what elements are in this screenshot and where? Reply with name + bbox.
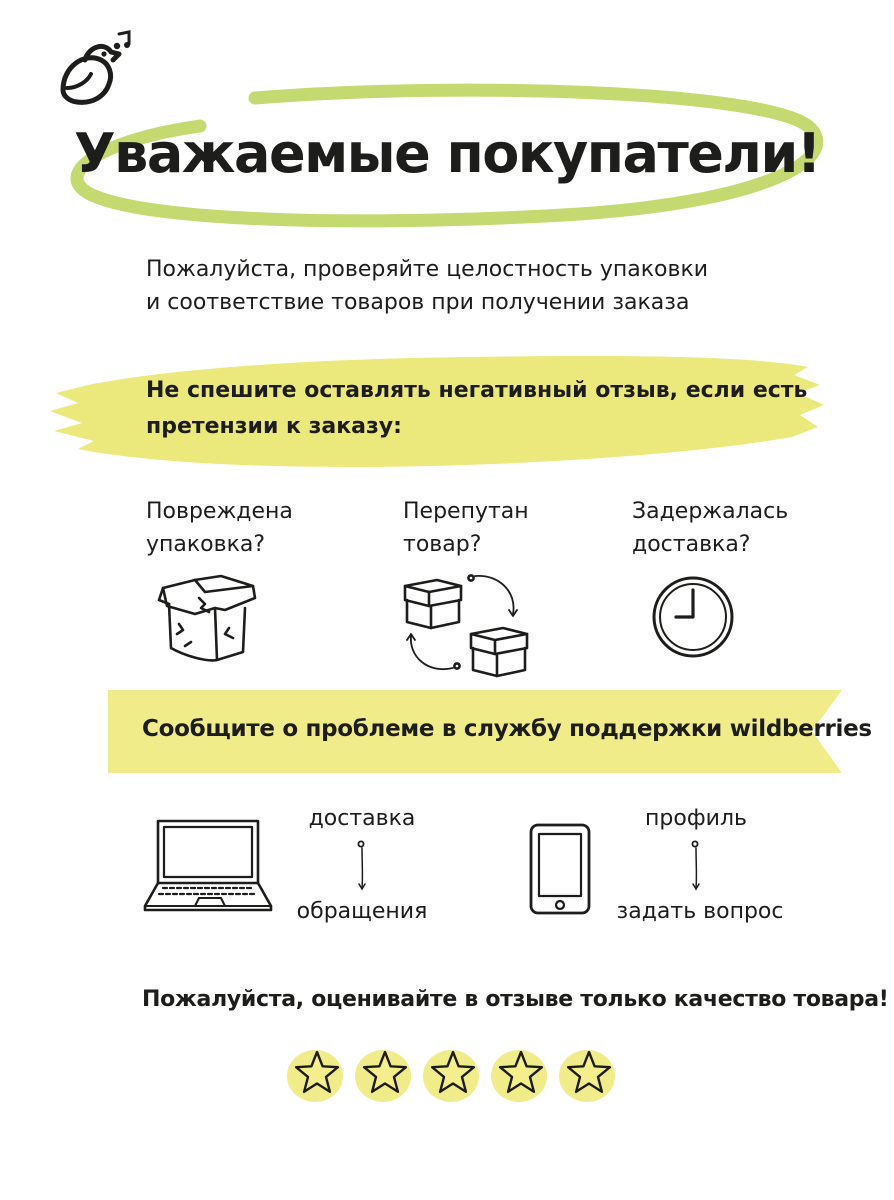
intro-line: Пожалуйста, проверяйте целостность упаковки [146,257,709,282]
swapped-boxes-icon [395,570,535,685]
laptop-step-requests: обращения [296,899,428,924]
page-title: Уважаемые покупатели! [74,122,820,185]
laptop-step-delivery: доставка [308,806,416,831]
rating-request: Пожалуйста, оценивайте в отзыве только качество товара! [142,987,889,1012]
phone-icon [528,822,594,918]
warning-line: претензии к заказу: [146,414,402,439]
rating-stars [283,1042,623,1106]
phone-step-ask-question: задать вопрос [616,899,784,924]
star-icon [355,1050,411,1102]
problem-line: доставка? [632,532,751,557]
clock-icon [650,574,736,660]
problem-damaged-packaging [146,495,293,561]
arrow-down-icon [352,838,372,894]
problem-wrong-item [403,495,529,561]
star-icon [559,1050,615,1102]
problem-line: Перепутан [403,499,529,524]
laptop-icon [143,818,273,913]
phone-step-profile: профиль [645,806,747,831]
intro-line: и соответствие товаров при получении заказа [146,290,690,315]
warning-text [146,373,808,445]
intro-text [146,253,796,319]
warning-line: Не спешите оставлять негативный отзыв, если есть [146,378,808,403]
star-icon [287,1050,343,1102]
problem-line: упаковка? [146,532,266,557]
problem-line: Задержалась [632,499,789,524]
star-icon [491,1050,547,1102]
problem-delayed-delivery [632,495,788,561]
problem-line: товар? [403,532,482,557]
damaged-box-icon [155,570,260,665]
arrow-down-icon [686,838,706,894]
star-icon [423,1050,479,1102]
problem-line: Повреждена [146,499,293,524]
support-message: Сообщите о проблеме в службу поддержки wildberries [142,716,872,742]
